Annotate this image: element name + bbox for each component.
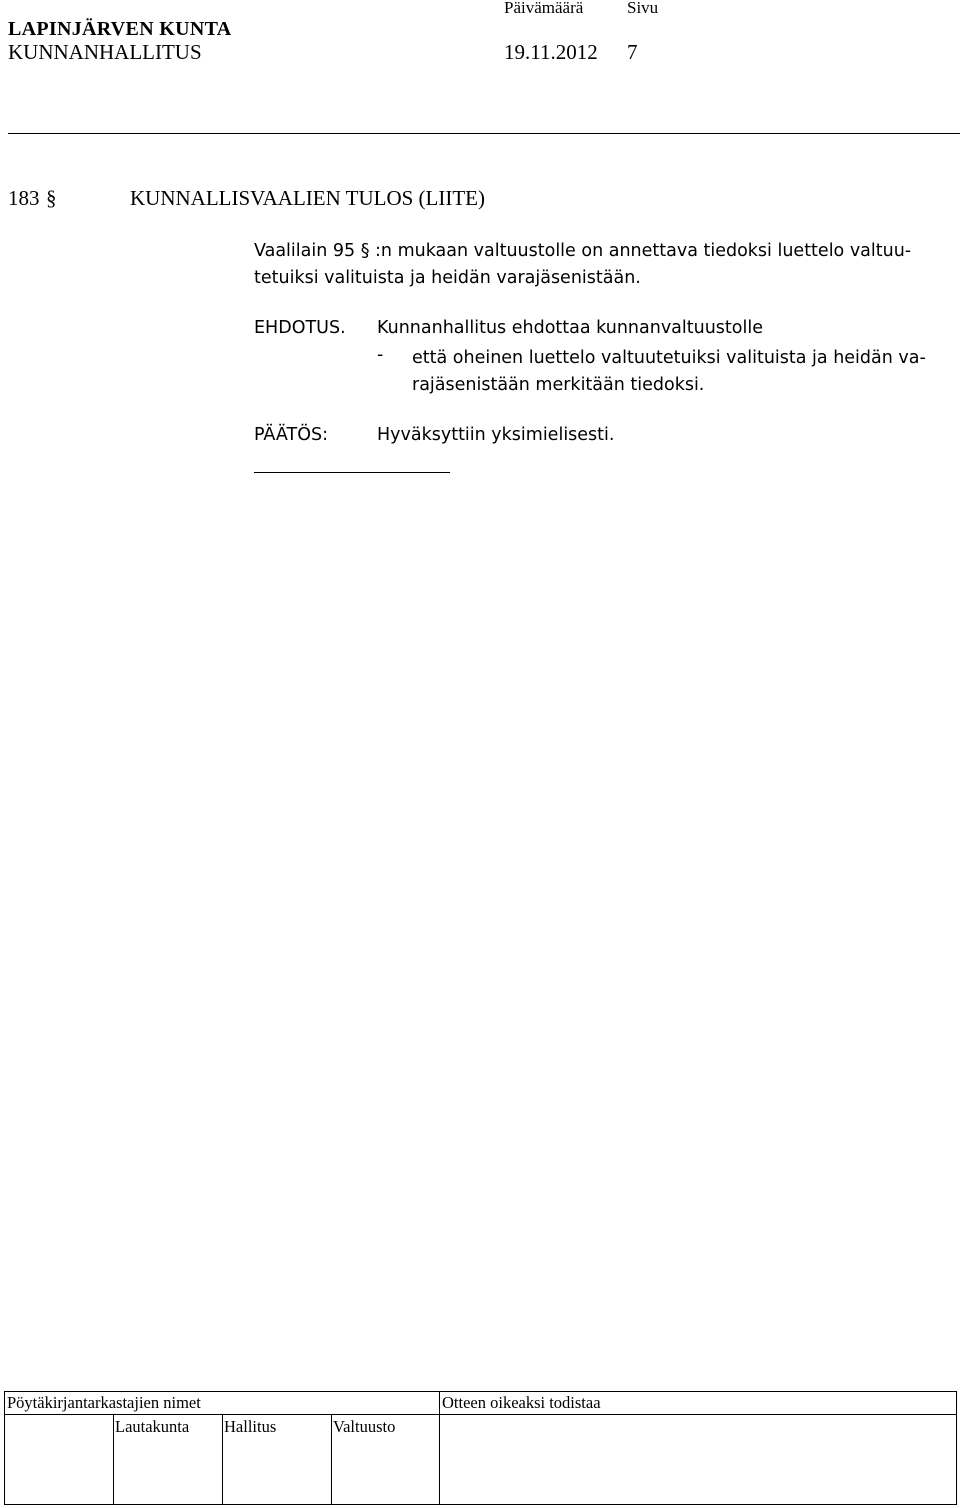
inspectors-label: Pöytäkirjantarkastajien nimet [7, 1393, 201, 1412]
proposal-text: Kunnanhallitus ehdottaa kunnanvaltuustolle [377, 318, 763, 338]
department-name: KUNNANHALLITUS [8, 40, 202, 64]
date-label: Päivämäärä [504, 0, 584, 17]
section-end-rule [254, 472, 450, 473]
decision-text: Hyväksyttiin yksimielisesti. [377, 425, 615, 445]
proposal-bullet: - [377, 345, 384, 365]
col-board-label: Lautakunta [115, 1417, 190, 1436]
footer-col-divider [222, 1414, 223, 1504]
col-government-label: Hallitus [224, 1417, 277, 1436]
col-council-label: Valtuusto [333, 1417, 396, 1436]
footer-col-divider [331, 1414, 332, 1504]
footer-col-divider [113, 1414, 114, 1504]
footer-col-divider [439, 1392, 440, 1504]
proposal-item-line-1: että oheinen luettelo valtuutetuiksi valituista ja heidän va- [412, 348, 926, 368]
footer-signature-table [4, 1391, 957, 1505]
organization-name: LAPINJÄRVEN KUNTA [8, 18, 232, 40]
document-date: 19.11.2012 [504, 40, 598, 64]
certify-label: Otteen oikeaksi todistaa [442, 1393, 601, 1412]
proposal-item [412, 345, 952, 399]
footer-row-divider [5, 1414, 956, 1415]
section-sign: § [46, 186, 57, 210]
section-number: 183 [8, 186, 40, 210]
proposal-item-line-2: rajäsenistään merkitään tiedoksi. [412, 375, 705, 395]
decision-label: PÄÄTÖS: [254, 425, 328, 445]
header-divider [8, 133, 960, 134]
proposal-label: EHDOTUS. [254, 318, 346, 338]
intro-line-2: tetuiksi valituista ja heidän varajäsenistään. [254, 268, 641, 288]
page-label: Sivu [627, 0, 659, 17]
intro-paragraph [254, 238, 944, 292]
page-number: 7 [627, 40, 638, 64]
section-title: KUNNALLISVAALIEN TULOS (LIITE) [130, 186, 486, 210]
intro-line-1: Vaalilain 95 § :n mukaan valtuustolle on annettava tiedoksi luettelo valtuu- [254, 241, 912, 261]
